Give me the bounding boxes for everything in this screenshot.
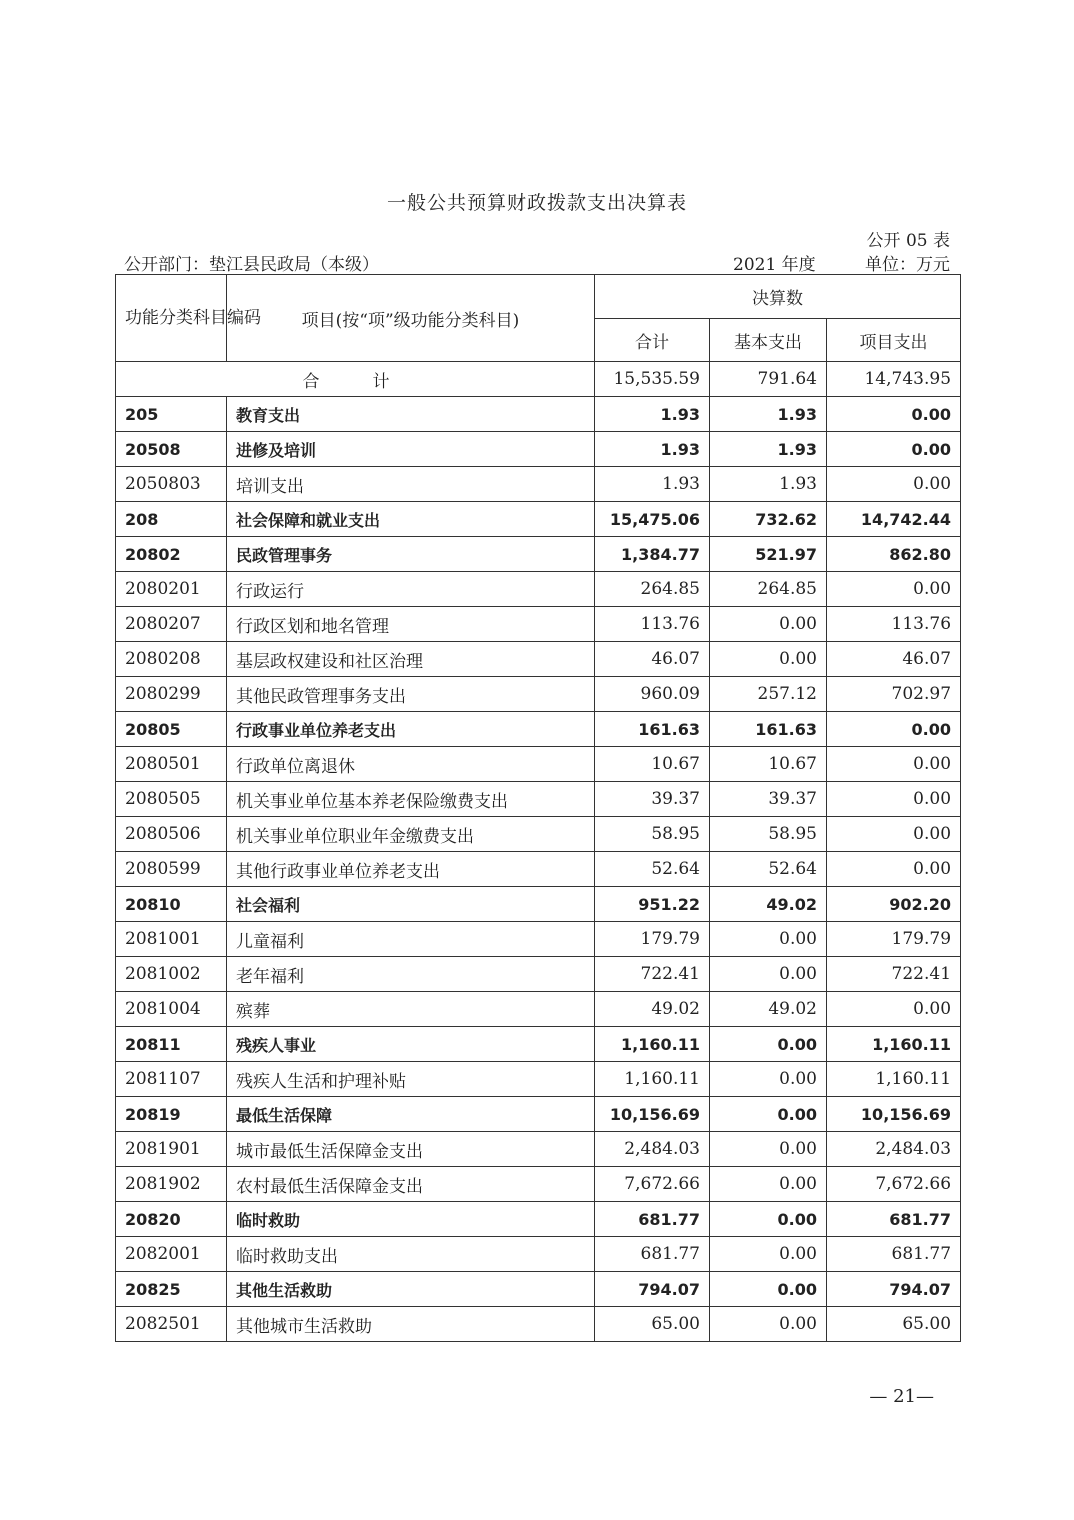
header-settlement: 决算数 bbox=[595, 275, 961, 319]
row-project: 0.00 bbox=[827, 572, 961, 607]
expenditure-table bbox=[115, 274, 961, 1342]
row-project: 0.00 bbox=[827, 747, 961, 782]
row-basic: 1.93 bbox=[710, 397, 827, 432]
row-name: 殡葬 bbox=[227, 992, 595, 1027]
row-project: 0.00 bbox=[827, 432, 961, 467]
row-basic: 39.37 bbox=[710, 782, 827, 817]
row-code: 2082001 bbox=[116, 1237, 227, 1272]
table-row bbox=[116, 642, 961, 677]
row-total: 49.02 bbox=[595, 992, 710, 1027]
row-project: 681.77 bbox=[827, 1237, 961, 1272]
row-project: 0.00 bbox=[827, 782, 961, 817]
row-code: 20802 bbox=[116, 537, 227, 572]
row-total: 960.09 bbox=[595, 677, 710, 712]
row-name: 其他民政管理事务支出 bbox=[227, 677, 595, 712]
row-code: 20508 bbox=[116, 432, 227, 467]
row-basic: 49.02 bbox=[710, 992, 827, 1027]
row-basic: 0.00 bbox=[710, 957, 827, 992]
row-name: 残疾人生活和护理补贴 bbox=[227, 1062, 595, 1097]
row-code: 2080201 bbox=[116, 572, 227, 607]
row-basic: 0.00 bbox=[710, 922, 827, 957]
table-row bbox=[116, 782, 961, 817]
row-project: 0.00 bbox=[827, 467, 961, 502]
row-basic: 0.00 bbox=[710, 642, 827, 677]
row-total: 113.76 bbox=[595, 607, 710, 642]
total-label: 合 计 bbox=[116, 362, 595, 397]
row-name: 临时救助 bbox=[227, 1202, 595, 1237]
row-basic: 264.85 bbox=[710, 572, 827, 607]
table-row bbox=[116, 432, 961, 467]
row-name: 教育支出 bbox=[227, 397, 595, 432]
row-name: 民政管理事务 bbox=[227, 537, 595, 572]
table-row bbox=[116, 1307, 961, 1342]
row-basic: 0.00 bbox=[710, 1132, 827, 1167]
row-total: 10,156.69 bbox=[595, 1097, 710, 1132]
row-basic: 0.00 bbox=[710, 1237, 827, 1272]
row-project: 65.00 bbox=[827, 1307, 961, 1342]
row-basic: 0.00 bbox=[710, 1167, 827, 1202]
table-row bbox=[116, 1132, 961, 1167]
row-code: 208 bbox=[116, 502, 227, 537]
row-total: 794.07 bbox=[595, 1272, 710, 1307]
row-project: 902.20 bbox=[827, 887, 961, 922]
row-code: 2081901 bbox=[116, 1132, 227, 1167]
total-row bbox=[116, 362, 961, 397]
table-row bbox=[116, 817, 961, 852]
row-basic: 58.95 bbox=[710, 817, 827, 852]
row-code: 2080599 bbox=[116, 852, 227, 887]
row-total: 681.77 bbox=[595, 1202, 710, 1237]
row-total: 1.93 bbox=[595, 467, 710, 502]
row-basic: 257.12 bbox=[710, 677, 827, 712]
row-total: 951.22 bbox=[595, 887, 710, 922]
header-code: 功能分类科目编码 bbox=[116, 275, 227, 362]
row-code: 205 bbox=[116, 397, 227, 432]
row-name: 机关事业单位基本养老保险缴费支出 bbox=[227, 782, 595, 817]
row-name: 培训支出 bbox=[227, 467, 595, 502]
row-name: 其他行政事业单位养老支出 bbox=[227, 852, 595, 887]
row-name: 行政运行 bbox=[227, 572, 595, 607]
row-name: 其他生活救助 bbox=[227, 1272, 595, 1307]
table-row bbox=[116, 1272, 961, 1307]
row-code: 20805 bbox=[116, 712, 227, 747]
page-number: — 21— bbox=[869, 1386, 934, 1407]
row-basic: 0.00 bbox=[710, 1062, 827, 1097]
row-project: 722.41 bbox=[827, 957, 961, 992]
table-row bbox=[116, 1202, 961, 1237]
table-row bbox=[116, 467, 961, 502]
row-basic: 1.93 bbox=[710, 432, 827, 467]
row-total: 722.41 bbox=[595, 957, 710, 992]
table-row bbox=[116, 957, 961, 992]
row-total: 1,384.77 bbox=[595, 537, 710, 572]
row-total: 7,672.66 bbox=[595, 1167, 710, 1202]
row-project: 7,672.66 bbox=[827, 1167, 961, 1202]
row-basic: 161.63 bbox=[710, 712, 827, 747]
row-name: 最低生活保障 bbox=[227, 1097, 595, 1132]
row-code: 2080505 bbox=[116, 782, 227, 817]
row-name: 行政事业单位养老支出 bbox=[227, 712, 595, 747]
row-project: 1,160.11 bbox=[827, 1027, 961, 1062]
total-amount: 15,535.59 bbox=[595, 362, 710, 397]
row-total: 15,475.06 bbox=[595, 502, 710, 537]
row-basic: 732.62 bbox=[710, 502, 827, 537]
table-row bbox=[116, 607, 961, 642]
header-project: 项目支出 bbox=[827, 319, 961, 362]
row-code: 20825 bbox=[116, 1272, 227, 1307]
row-code: 2080208 bbox=[116, 642, 227, 677]
row-name: 行政区划和地名管理 bbox=[227, 607, 595, 642]
row-total: 1.93 bbox=[595, 397, 710, 432]
row-basic: 0.00 bbox=[710, 607, 827, 642]
table-row bbox=[116, 887, 961, 922]
row-name: 社会保障和就业支出 bbox=[227, 502, 595, 537]
row-name: 基层政权建设和社区治理 bbox=[227, 642, 595, 677]
row-project: 14,742.44 bbox=[827, 502, 961, 537]
row-project: 0.00 bbox=[827, 992, 961, 1027]
header-basic: 基本支出 bbox=[710, 319, 827, 362]
table-row bbox=[116, 712, 961, 747]
table-row bbox=[116, 747, 961, 782]
row-total: 681.77 bbox=[595, 1237, 710, 1272]
row-project: 794.07 bbox=[827, 1272, 961, 1307]
row-code: 2081107 bbox=[116, 1062, 227, 1097]
row-total: 52.64 bbox=[595, 852, 710, 887]
total-basic: 791.64 bbox=[710, 362, 827, 397]
row-name: 机关事业单位职业年金缴费支出 bbox=[227, 817, 595, 852]
row-code: 2080501 bbox=[116, 747, 227, 782]
row-project: 702.97 bbox=[827, 677, 961, 712]
row-name: 老年福利 bbox=[227, 957, 595, 992]
row-code: 2050803 bbox=[116, 467, 227, 502]
row-basic: 0.00 bbox=[710, 1307, 827, 1342]
row-code: 2081004 bbox=[116, 992, 227, 1027]
row-project: 46.07 bbox=[827, 642, 961, 677]
row-name: 农村最低生活保障金支出 bbox=[227, 1167, 595, 1202]
form-number: 公开 05 表 bbox=[866, 231, 950, 251]
row-name: 城市最低生活保障金支出 bbox=[227, 1132, 595, 1167]
table-row bbox=[116, 572, 961, 607]
row-total: 39.37 bbox=[595, 782, 710, 817]
row-project: 179.79 bbox=[827, 922, 961, 957]
row-basic: 1.93 bbox=[710, 467, 827, 502]
row-total: 65.00 bbox=[595, 1307, 710, 1342]
total-project: 14,743.95 bbox=[827, 362, 961, 397]
fiscal-year: 2021 年度 bbox=[733, 255, 816, 275]
row-project: 0.00 bbox=[827, 852, 961, 887]
unit-label: 单位：万元 bbox=[865, 255, 950, 275]
row-basic: 52.64 bbox=[710, 852, 827, 887]
row-name: 临时救助支出 bbox=[227, 1237, 595, 1272]
row-name: 行政单位离退休 bbox=[227, 747, 595, 782]
row-project: 862.80 bbox=[827, 537, 961, 572]
table-row bbox=[116, 502, 961, 537]
row-code: 20820 bbox=[116, 1202, 227, 1237]
row-code: 2080299 bbox=[116, 677, 227, 712]
row-total: 10.67 bbox=[595, 747, 710, 782]
row-code: 2081001 bbox=[116, 922, 227, 957]
row-total: 161.63 bbox=[595, 712, 710, 747]
row-code: 2081902 bbox=[116, 1167, 227, 1202]
table-row bbox=[116, 1167, 961, 1202]
row-project: 113.76 bbox=[827, 607, 961, 642]
row-total: 1,160.11 bbox=[595, 1062, 710, 1097]
header-name: 项目(按“项”级功能分类科目) bbox=[227, 275, 595, 362]
row-name: 其他城市生活救助 bbox=[227, 1307, 595, 1342]
row-code: 2080506 bbox=[116, 817, 227, 852]
row-basic: 10.67 bbox=[710, 747, 827, 782]
table-row bbox=[116, 992, 961, 1027]
table-row bbox=[116, 537, 961, 572]
table-row bbox=[116, 1237, 961, 1272]
table-row bbox=[116, 1027, 961, 1062]
row-code: 2080207 bbox=[116, 607, 227, 642]
row-project: 0.00 bbox=[827, 817, 961, 852]
row-name: 进修及培训 bbox=[227, 432, 595, 467]
row-project: 0.00 bbox=[827, 712, 961, 747]
row-name: 社会福利 bbox=[227, 887, 595, 922]
document-title: 一般公共预算财政拨款支出决算表 bbox=[386, 192, 687, 214]
row-project: 0.00 bbox=[827, 397, 961, 432]
row-code: 20811 bbox=[116, 1027, 227, 1062]
table-row bbox=[116, 397, 961, 432]
row-code: 2082501 bbox=[116, 1307, 227, 1342]
department-label: 公开部门：垫江县民政局（本级） bbox=[124, 255, 379, 275]
row-total: 1,160.11 bbox=[595, 1027, 710, 1062]
row-project: 2,484.03 bbox=[827, 1132, 961, 1167]
row-total: 1.93 bbox=[595, 432, 710, 467]
row-code: 2081002 bbox=[116, 957, 227, 992]
row-basic: 49.02 bbox=[710, 887, 827, 922]
row-total: 179.79 bbox=[595, 922, 710, 957]
row-total: 264.85 bbox=[595, 572, 710, 607]
row-name: 残疾人事业 bbox=[227, 1027, 595, 1062]
row-basic: 0.00 bbox=[710, 1027, 827, 1062]
table-row bbox=[116, 1097, 961, 1132]
row-basic: 0.00 bbox=[710, 1097, 827, 1132]
row-code: 20819 bbox=[116, 1097, 227, 1132]
table-row bbox=[116, 1062, 961, 1097]
table-row bbox=[116, 677, 961, 712]
table-row bbox=[116, 852, 961, 887]
row-total: 2,484.03 bbox=[595, 1132, 710, 1167]
row-basic: 0.00 bbox=[710, 1202, 827, 1237]
header-total: 合计 bbox=[595, 319, 710, 362]
row-name: 儿童福利 bbox=[227, 922, 595, 957]
row-total: 46.07 bbox=[595, 642, 710, 677]
row-basic: 0.00 bbox=[710, 1272, 827, 1307]
row-project: 1,160.11 bbox=[827, 1062, 961, 1097]
row-project: 10,156.69 bbox=[827, 1097, 961, 1132]
row-total: 58.95 bbox=[595, 817, 710, 852]
table-row bbox=[116, 922, 961, 957]
row-basic: 521.97 bbox=[710, 537, 827, 572]
row-project: 681.77 bbox=[827, 1202, 961, 1237]
row-code: 20810 bbox=[116, 887, 227, 922]
